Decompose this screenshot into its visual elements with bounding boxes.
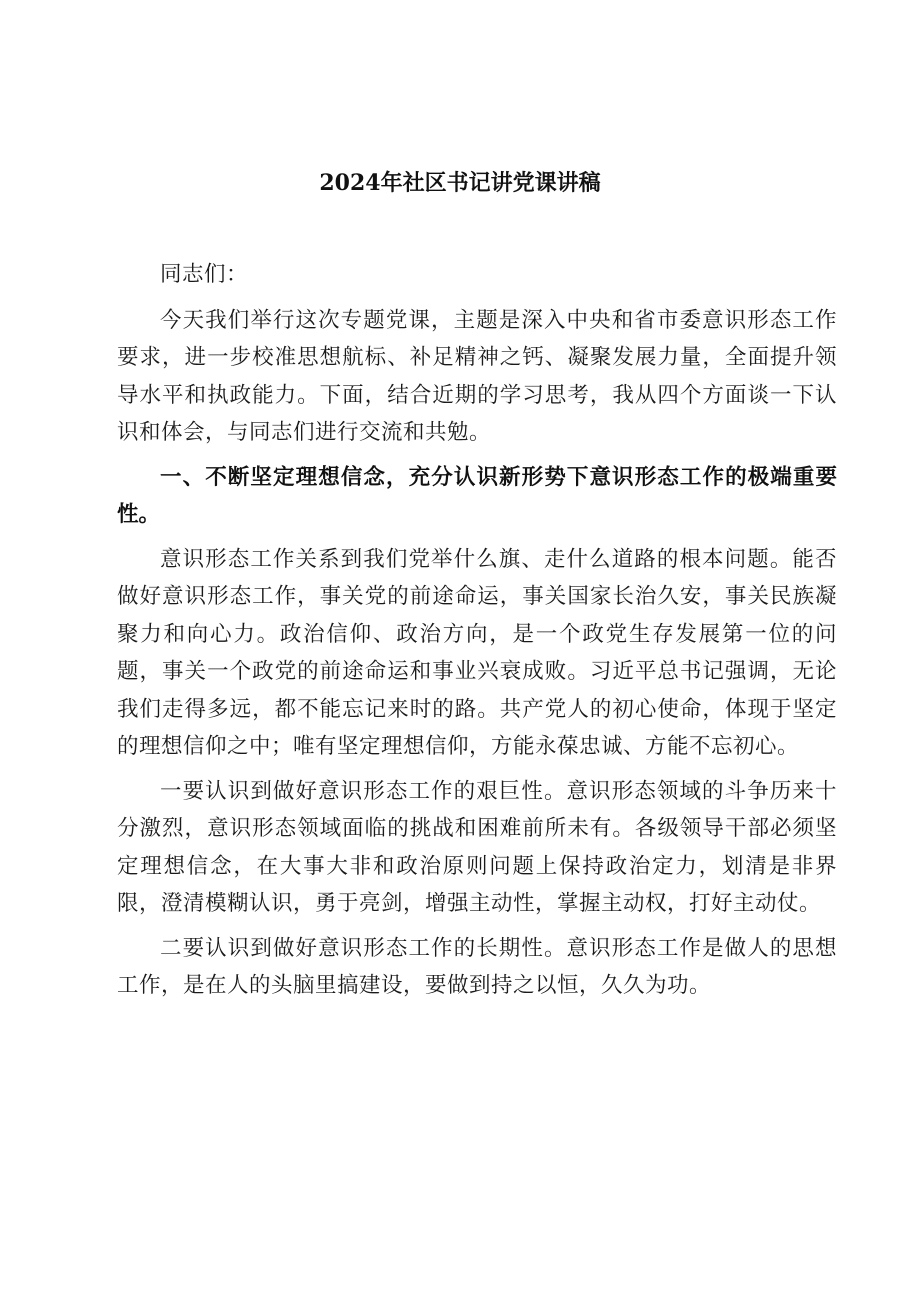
paragraph-intro: 今天我们举行这次专题党课，主题是深入中央和省市委意识形态工作要求，进一步校准思想航标、补足精神之钙、凝聚发展力量，全面提升领导水平和执政能力。下面，结合近期的学习思考，我从四个方面谈一下认识和体会，与同志们进行交流和共勉。 [117, 307, 837, 445]
paragraph-arduousness: 一要认识到做好意识形态工作的艰巨性。意识形态领域的斗争历来十分激烈，意识形态领域面临的挑战和困难前所未有。各级领导干部必须坚定理想信念，在大事大非和政治原则问题上保持政治定力，划清是非界限，澄清模糊认识，勇于亮剑，增强主动性，掌握主动权，打好主动仗。 [117, 778, 837, 916]
document-title: 2024年社区书记讲党课讲稿 [319, 170, 601, 196]
document-body [117, 256, 837, 1012]
paragraph-ideology-importance: 意识形态工作关系到我们党举什么旗、走什么道路的根本问题。能否做好意识形态工作，事关党的前途命运，事关国家长治久安，事关民族凝聚力和向心力。政治信仰、政治方向，是一个政党生存发展第一位的问题，事关一个政党的前途命运和事业兴衰成败。习近平总书记强调，无论我们走得多远，都不能忘记来时的路。共产党人的初心使命，体现于坚定的理想信仰之中；唯有坚定理想信仰，方能永葆忠诚、方能不忘初心。 [117, 546, 837, 759]
section-heading-1: 一、不断坚定理想信念，充分认识新形势下意识形态工作的极端重要性。 [117, 464, 837, 527]
greeting: 同志们： [160, 262, 249, 287]
paragraph-long-term: 二要认识到做好意识形态工作的长期性。意识形态工作是做人的思想工作，是在人的头脑里搞建设，要做到持之以恒，久久为功。 [117, 935, 837, 998]
